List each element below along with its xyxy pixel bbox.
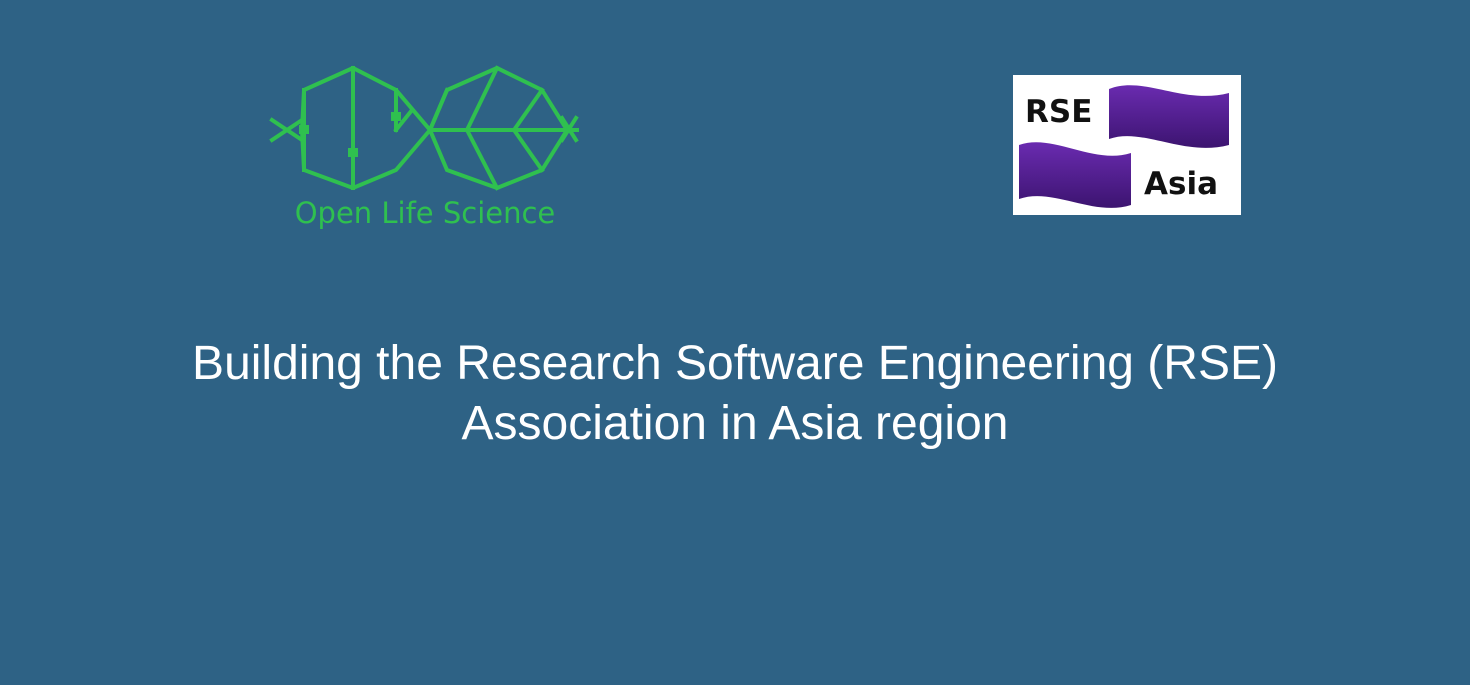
title-line-2: Association in Asia region [461, 397, 1009, 450]
slide-title [0, 334, 1470, 454]
asia-logo-word: Asia [1144, 166, 1218, 202]
rse-logo-word: RSE [1025, 94, 1093, 130]
title-line-1: Building the Research Software Engineering (RSE) [192, 337, 1278, 390]
open-life-science-logo [262, 60, 592, 240]
rse-asia-logo [1013, 75, 1241, 215]
ols-logo-text: Open Life Science [294, 196, 556, 230]
dna-leaf-icon [262, 60, 592, 210]
